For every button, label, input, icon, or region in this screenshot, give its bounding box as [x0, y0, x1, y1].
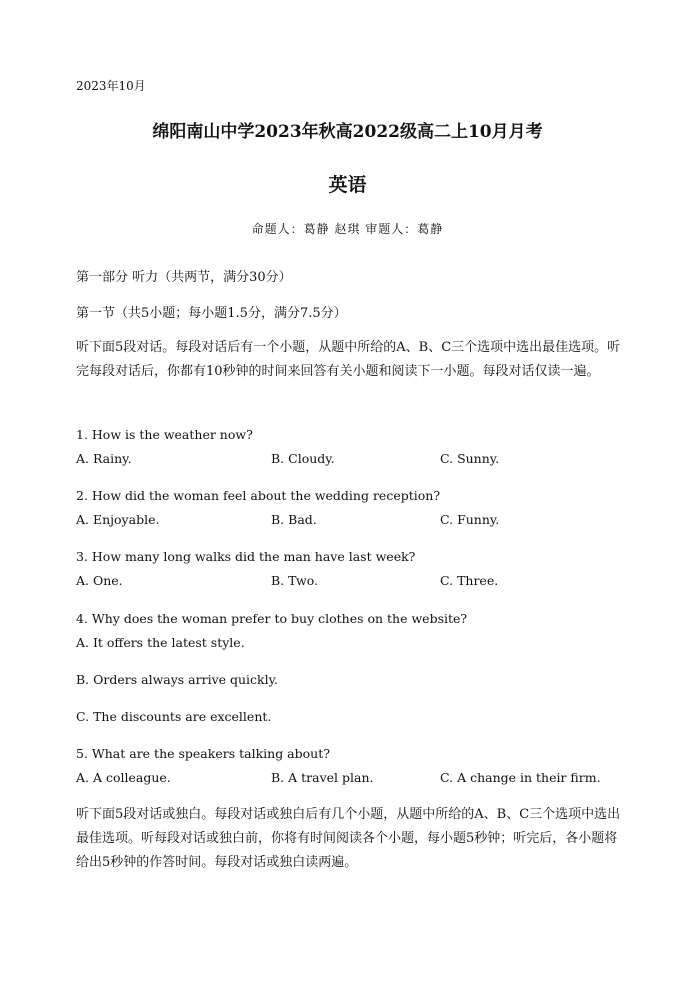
section1-heading: 第一节（共5小题；每小题1.5分，满分7.5分）	[76, 306, 347, 321]
question-4-option-b: B. Orders always arrive quickly.	[76, 672, 279, 687]
question-2: 2. How did the woman feel about the wedding reception?	[76, 488, 441, 503]
question-2-option-c: C. Funny.	[440, 512, 500, 527]
exam-title: 绵阳南山中学2023年秋高2022级高二上10月月考	[152, 122, 543, 142]
question-1-option-c: C. Sunny.	[440, 451, 500, 466]
question-5-option-a: A. A colleague.	[76, 770, 171, 785]
question-1: 1. How is the weather now?	[76, 427, 253, 442]
question-1-option-a: A. Rainy.	[76, 451, 132, 466]
question-3-option-c: C. Three.	[440, 573, 499, 588]
question-2-option-b: B. Bad.	[271, 512, 317, 527]
question-5: 5. What are the speakers talking about?	[76, 746, 330, 761]
exam-authors: 命题人：葛静 赵琪 审题人：葛静	[251, 222, 444, 236]
question-5-option-c: C. A change in their firm.	[440, 770, 601, 785]
part1-heading: 第一部分 听力（共两节，满分30分）	[76, 270, 292, 285]
question-3-option-b: B. Two.	[271, 573, 319, 588]
question-4-option-c: C. The discounts are excellent.	[76, 709, 272, 724]
question-5-option-b: B. A travel plan.	[271, 770, 374, 785]
question-4-option-a: A. It offers the latest style.	[76, 635, 245, 650]
question-3-option-a: A. One.	[76, 573, 123, 588]
exam-date: 2023年10月	[76, 79, 146, 93]
question-4: 4. Why does the woman prefer to buy clothes on the website?	[76, 611, 468, 626]
question-2-option-a: A. Enjoyable.	[76, 512, 160, 527]
exam-subject: 英语	[328, 174, 367, 196]
section2-instructions: 听下面5段对话或独白。每段对话或独白后有几个小题，从题中所给的A、B、C三个选项中选出最佳选项。听每段对话或独白前，你将有时间阅读各个小题，每小题5秒钟；听完后，各小题将给出5秒钟的作答时间。每段对话或独白读两遍。	[76, 807, 621, 870]
question-1-option-b: B. Cloudy.	[271, 451, 335, 466]
question-3: 3. How many long walks did the man have last week?	[76, 549, 416, 564]
section1-instructions: 听下面5段对话。每段对话后有一个小题，从题中所给的A、B、C三个选项中选出最佳选项。听完每段对话后，你都有10秒钟的时间来回答有关小题和阅读下一小题。每段对话仅读一遍。	[76, 340, 621, 379]
